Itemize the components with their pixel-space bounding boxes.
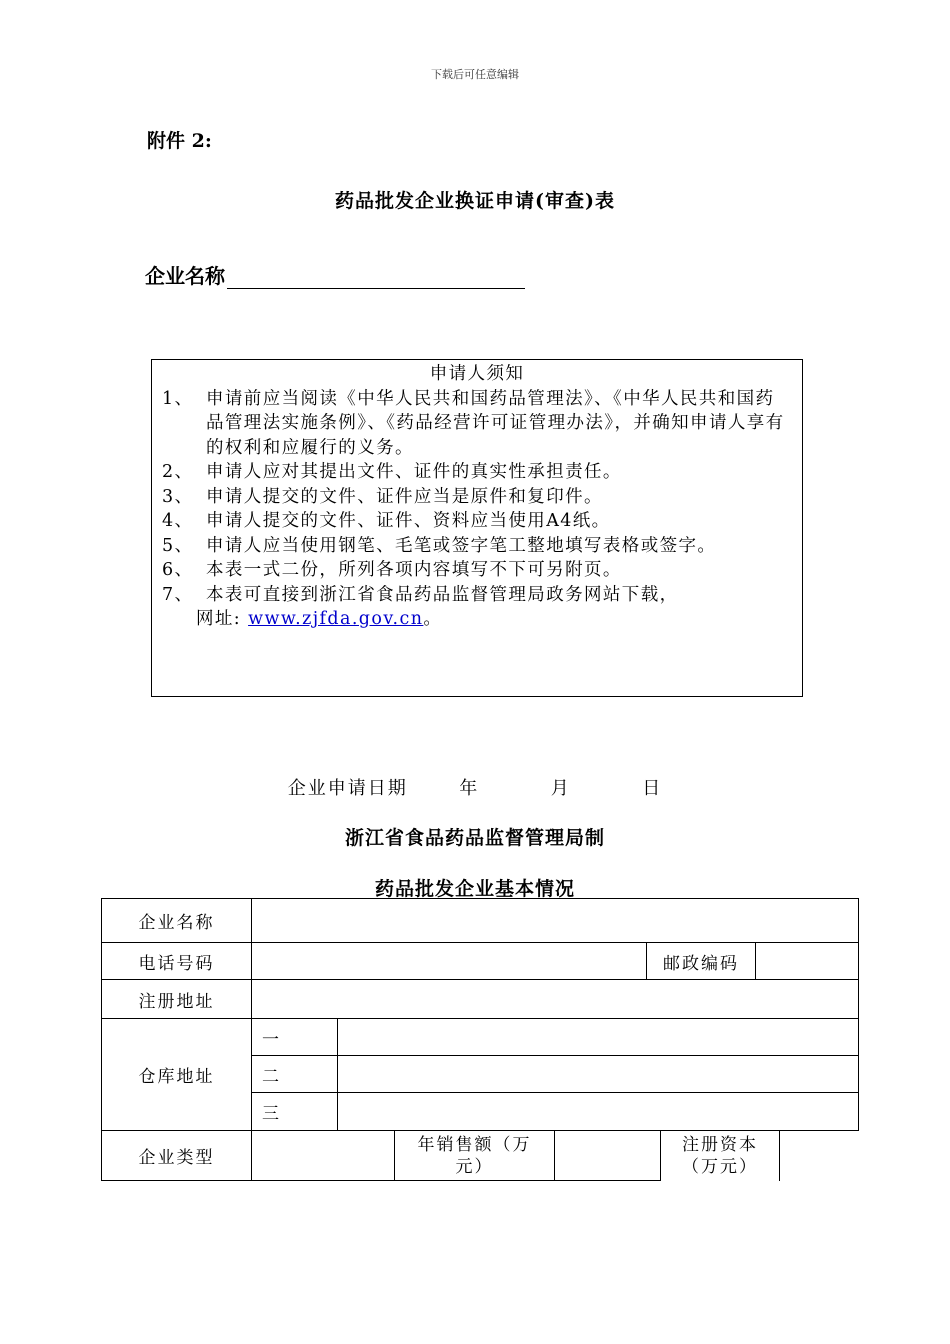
apply-date-label: 企业申请日期: [287, 778, 408, 799]
company-name-cell: 企业名称: [101, 898, 252, 943]
warehouse-row-1-value[interactable]: [337, 1018, 859, 1056]
warehouse-row-3-label: 三: [251, 1092, 338, 1131]
warehouse-row-2-value[interactable]: [337, 1055, 859, 1093]
company-name-blank[interactable]: [227, 266, 525, 289]
attachment-label: 附件 2:: [147, 130, 212, 152]
issuer: 浙江省食品药品监督管理局制: [344, 827, 605, 849]
warehouse-address-cell: 仓库地址: [101, 1018, 252, 1131]
header-note: 下载后可任意编辑: [431, 68, 519, 81]
notice-title: 申请人须知: [429, 364, 525, 384]
apply-date-year: 年: [459, 778, 480, 799]
applicant-notice-box: [151, 359, 803, 697]
notice-url-line: [162, 607, 792, 632]
basic-info-title: 药品批发企业基本情况: [374, 878, 575, 900]
website-link[interactable]: www.zjfda.gov.cn: [248, 609, 424, 629]
url-suffix: 。: [423, 609, 443, 629]
registered-capital-value[interactable]: [779, 1130, 859, 1181]
reg-address-cell: 注册地址: [101, 979, 252, 1019]
company-type-cell: 企业类型: [101, 1130, 252, 1181]
phone-value[interactable]: [251, 942, 647, 980]
annual-sales-value[interactable]: [554, 1130, 661, 1181]
warehouse-row-1-label: 一: [251, 1018, 338, 1056]
warehouse-row-2-label: 二: [251, 1055, 338, 1093]
apply-date-day: 日: [642, 778, 663, 799]
notice-item-3: 3、 申请人提交的文件、证件应当是原件和复印件。: [162, 486, 603, 507]
notice-item-2: 2、 申请人应对其提出文件、证件的真实性承担责任。: [162, 462, 622, 482]
notice-item-7: 7、 本表可直接到浙江省食品药品监督管理局政务网站下载，: [162, 584, 679, 605]
warehouse-row-3-value[interactable]: [337, 1092, 859, 1131]
notice-item-4: 4、 申请人提交的文件、证件、资料应当使用A4纸。: [162, 511, 611, 531]
annual-sales-cell: 年销售额（万元）: [394, 1130, 555, 1181]
company-name-value[interactable]: [251, 898, 859, 943]
apply-date-line: [0, 774, 950, 800]
company-name-line: [145, 260, 525, 289]
company-type-value[interactable]: [251, 1130, 395, 1181]
apply-date-month: 月: [550, 778, 571, 799]
document-title: 药品批发企业换证申请(审查)表: [335, 190, 615, 212]
postcode-value[interactable]: [755, 942, 859, 980]
url-prefix: 网址:: [196, 609, 249, 629]
notice-item-1: 1、 申请前应当阅读《中华人民共和国药品管理法》、《中华人民共和国药品管理法实施条例》、《药品经营许可证管理办法》，并确知申请人享有的权利和应履行的义务。: [162, 388, 785, 458]
postcode-cell: 邮政编码: [646, 942, 756, 980]
notice-item-5: 5、 申请人应当使用钢笔、毛笔或签字笔工整地填写表格或签字。: [162, 535, 717, 556]
registered-capital-cell: 注册资本（万元）: [660, 1130, 780, 1181]
notice-item-6: 6、 本表一式二份，所列各项内容填写不下可另附页。: [162, 560, 622, 580]
reg-address-value[interactable]: [251, 979, 859, 1019]
company-name-label: 企业名称: [145, 264, 225, 288]
phone-cell: 电话号码: [101, 942, 252, 980]
